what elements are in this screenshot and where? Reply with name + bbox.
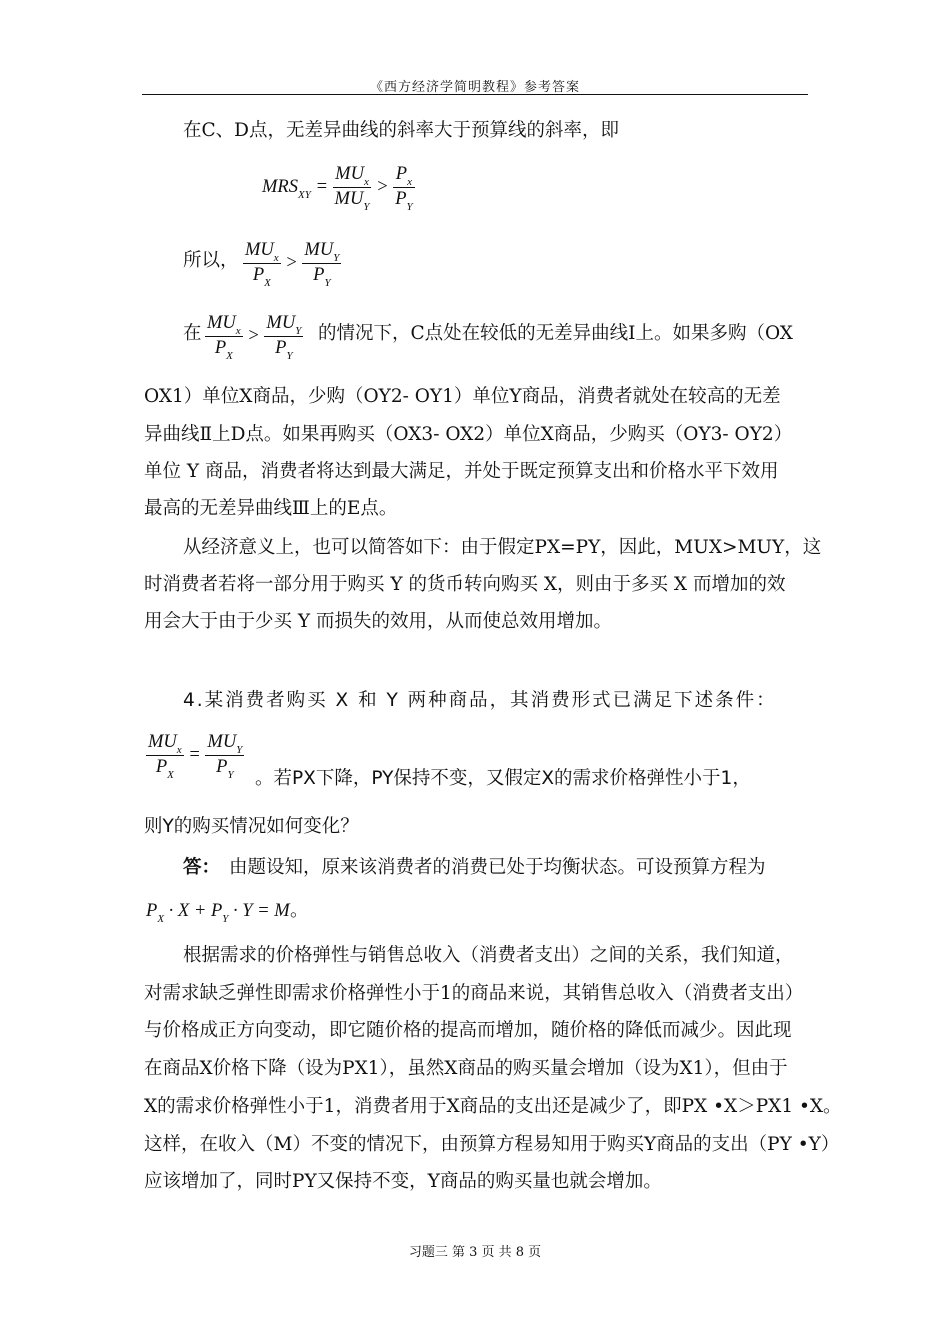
text-line: 由题设知，原来该消费者的消费已处于均衡状态。可设预算方程为 — [229, 857, 766, 878]
text-line: OX1）单位X商品，少购（OY2- OY1）单位Y商品，消费者就处在较高的无差 — [144, 386, 781, 407]
equilibrium-formula: $\frac{MU_x}{P_X}$ = $\frac{MU_Y}{P_Y}$ — [148, 732, 243, 781]
text-line: 所以， — [183, 250, 239, 271]
question-text: 则Y的购买情况如何变化？ — [144, 816, 359, 837]
page-header: 《西方经济学简明教程》参考答案 — [369, 80, 580, 95]
text-line: 异曲线Ⅱ上D点。如果再购买（OX3- OX2）单位X商品，少购买（OY3- OY2） — [144, 424, 793, 445]
question-title: 4.某消费者购买 X 和 Y 两种商品，其消费形式已满足下述条件： — [183, 690, 777, 711]
text-line: 与价格成正方向变动，即它随价格的提高而增加，随价格的降低而减少。因此现 — [144, 1020, 792, 1041]
text-line: 在C、D点，无差异曲线的斜率大于预算线的斜率，即 — [183, 120, 619, 141]
header-rule — [142, 94, 808, 95]
text-line: 用会大于由于少买 Y 而损失的效用，从而使总效用增加。 — [144, 611, 612, 632]
budget-equation: $P_X \cdot X + P_Y \cdot Y = M$ — [146, 901, 290, 925]
text-line: 的情况下，C点处在较低的无差异曲线Ⅰ上。如果多购（OX — [318, 323, 793, 344]
question-text: 。若PX下降，PY保持不变，又假定X的需求价格弹性小于1， — [255, 768, 751, 789]
text-line: 在 — [183, 323, 202, 344]
text-line: 时消费者若将一部分用于购买 Y 的货币转向购买 X，则由于多买 X 而增加的效 — [144, 574, 786, 595]
text-line: 这样，在收入（M）不变的情况下，由预算方程易知用于购买Y商品的支出（PY •Y） — [144, 1134, 840, 1155]
ratio-formula: $\frac{MU_x}{P_X}$ > $\frac{MU_Y}{P_Y}$ — [245, 240, 340, 289]
page-footer: 习题三 第 3 页 共 8 页 — [408, 1245, 542, 1260]
text-line: 。 — [290, 900, 309, 921]
text-line: 单位 Y 商品，消费者将达到最大满足，并处于既定预算支出和价格水平下效用 — [144, 461, 779, 482]
text-line: 最高的无差异曲线Ⅲ上的E点。 — [144, 498, 398, 519]
text-line: 在商品X价格下降（设为PX1），虽然X商品的购买量会增加（设为X1），但由于 — [144, 1058, 788, 1079]
mrs-formula: $MRS_{XY}$ = $\frac{MU_x}{MU_Y}$ > $\frac{P_x}{P_Y}$ — [262, 164, 413, 213]
text-line: 对需求缺乏弹性即需求价格弹性小于1的商品来说，其销售总收入（消费者支出） — [144, 983, 804, 1004]
text-line: 应该增加了，同时PY又保持不变，Y商品的购买量也就会增加。 — [144, 1171, 662, 1192]
text-line: 从经济意义上，也可以简答如下：由于假定PX=PY，因此，MUX>MUY，这 — [183, 537, 822, 558]
ratio-formula: $\frac{MU_x}{P_X}$ > $\frac{MU_Y}{P_Y}$ — [207, 313, 302, 362]
text-line: X的需求价格弹性小于1，消费者用于X商品的支出还是减少了，即PX •X＞PX1 •X。 — [144, 1096, 842, 1117]
answer-label: 答： — [183, 857, 221, 878]
text-line: 根据需求的价格弹性与销售总收入（消费者支出）之间的关系，我们知道， — [183, 945, 794, 966]
